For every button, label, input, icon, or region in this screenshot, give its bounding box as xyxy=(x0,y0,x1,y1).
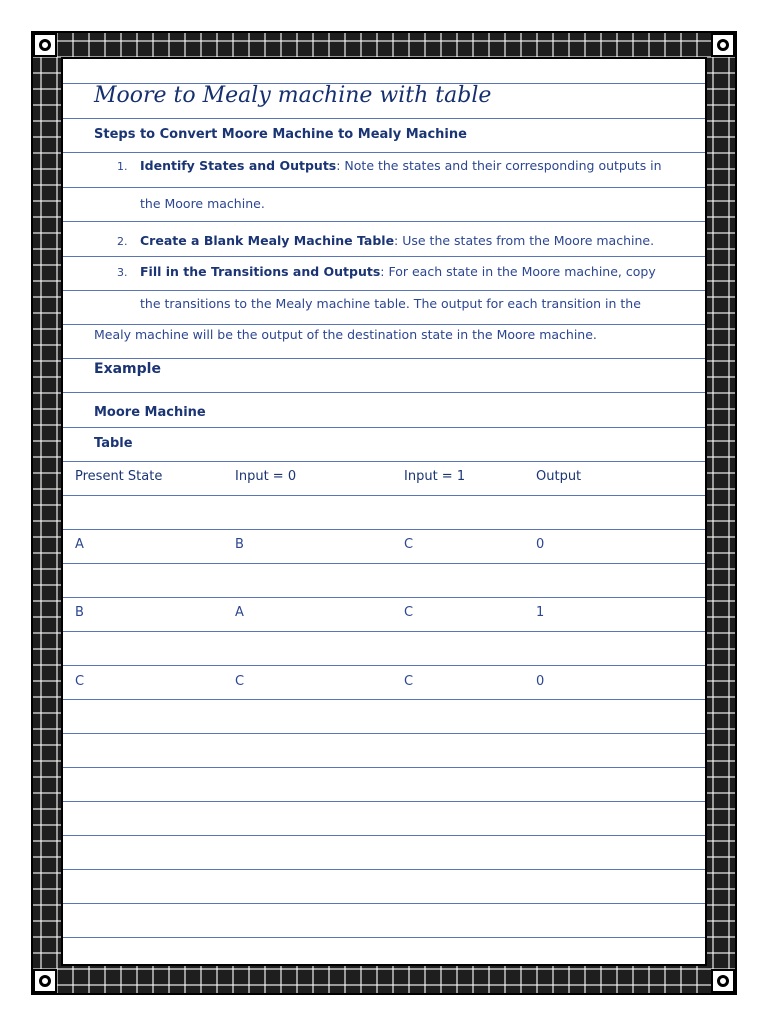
table-cell: C xyxy=(404,605,414,620)
step-text: : For each state in the Moore machine, copy xyxy=(380,264,656,279)
step-label: Fill in the Transitions and Outputs xyxy=(140,264,381,279)
table-cell: C xyxy=(404,674,414,689)
table-cell: C xyxy=(75,674,85,689)
step-line xyxy=(140,158,662,173)
table-heading: Table xyxy=(94,436,133,451)
step-text-continued: Mealy machine will be the output of the destination state in the Moore machine. xyxy=(94,327,597,342)
step-text-continued: the transitions to the Mealy machine table. The output for each transition in the xyxy=(140,296,641,311)
step-label: Create a Blank Mealy Machine Table xyxy=(140,233,395,248)
corner-ornament-icon xyxy=(711,969,735,993)
table-cell: A xyxy=(235,605,244,620)
table-cell: C xyxy=(235,674,245,689)
lined-paper xyxy=(61,57,707,966)
table-cell: B xyxy=(75,605,84,620)
example-heading: Example xyxy=(94,361,161,377)
step-line xyxy=(140,264,656,279)
corner-ornament-icon xyxy=(33,33,57,57)
step-line xyxy=(140,233,654,248)
table-header-cell: Input = 0 xyxy=(235,469,297,484)
table-header-cell: Input = 1 xyxy=(404,469,466,484)
step-text-continued: the Moore machine. xyxy=(140,196,265,211)
step-number: 1. xyxy=(117,160,128,173)
table-cell: 0 xyxy=(536,674,545,689)
step-number: 2. xyxy=(117,235,128,248)
step-label: Identify States and Outputs xyxy=(140,158,337,173)
table-header-cell: Present State xyxy=(75,469,163,484)
table-cell: 0 xyxy=(536,537,545,552)
step-number: 3. xyxy=(117,266,128,279)
table-cell: B xyxy=(235,537,244,552)
section-subtitle: Steps to Convert Moore Machine to Mealy Machine xyxy=(94,127,467,142)
table-cell: 1 xyxy=(536,605,545,620)
corner-ornament-icon xyxy=(33,969,57,993)
step-text: : Use the states from the Moore machine. xyxy=(394,233,655,248)
machine-heading: Moore Machine xyxy=(94,405,206,420)
table-header-cell: Output xyxy=(536,469,582,484)
table-cell: A xyxy=(75,537,84,552)
table-cell: C xyxy=(404,537,414,552)
corner-ornament-icon xyxy=(711,33,735,57)
page-title: Moore to Mealy machine with table xyxy=(94,83,492,108)
step-text: : Note the states and their corresponding outputs in xyxy=(336,158,662,173)
